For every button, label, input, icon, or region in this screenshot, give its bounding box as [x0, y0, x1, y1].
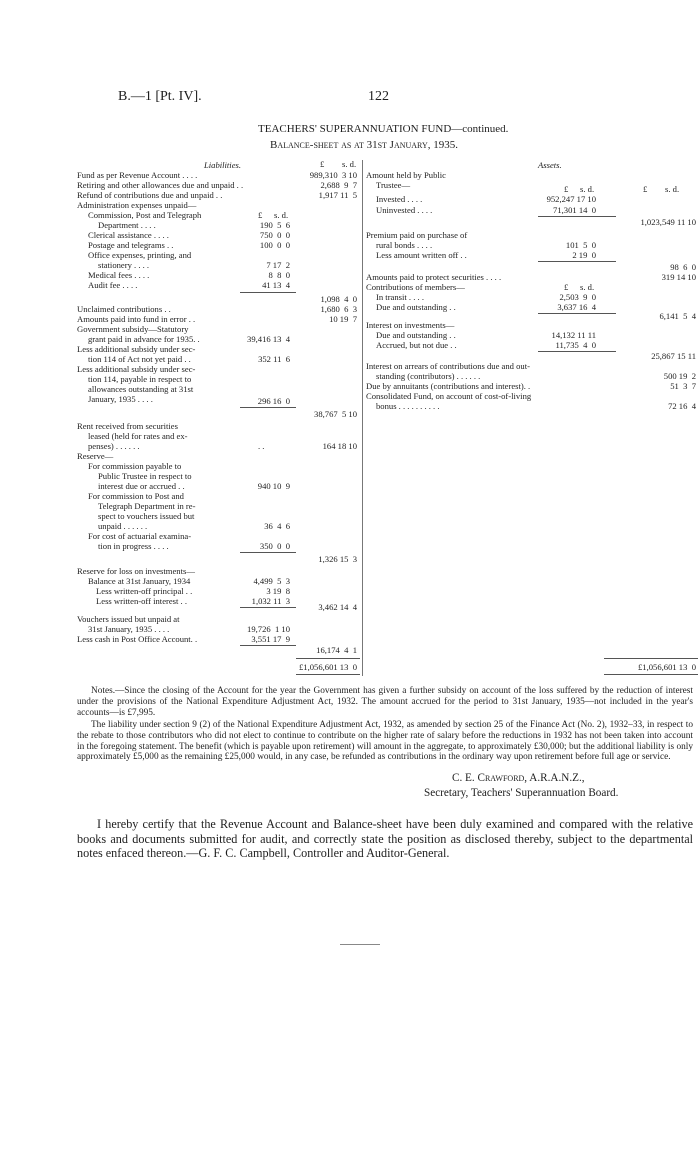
less-subsidy-1-label: Less additional subsidy under sec- — [77, 344, 196, 354]
loss-principal-label: Less written-off principal . . — [96, 586, 193, 596]
retiring-label: Retiring and other allowances due and unpaid . . — [77, 180, 244, 190]
less-subsidy-2-label-2: tion 114, payable in respect to — [88, 374, 192, 384]
page-number: 122 — [368, 89, 389, 104]
rent-dots: . . — [258, 441, 265, 451]
less-subsidy-2-label-4: January, 1935 . . . . — [88, 394, 153, 404]
medical-amount: 8 8 0 — [268, 270, 290, 280]
rule-loss — [240, 607, 296, 608]
arrears-label-2: standing (contributors) . . . . . . — [376, 371, 481, 381]
loss-balance-amount: 4,499 5 3 — [253, 576, 290, 586]
assets-currency-pounds: £ — [564, 184, 569, 194]
consolidated-label-2: bonus . . . . . . . . . . — [376, 401, 440, 411]
interest-total: 25,867 15 11 — [651, 351, 696, 361]
uninvested-amount: 71,301 14 0 — [553, 205, 596, 215]
consolidated-label: Consolidated Fund, on account of cost-of-living — [366, 391, 532, 401]
admin-total: 1,098 4 0 — [320, 294, 357, 304]
commission-label-2: Department . . . . — [98, 220, 156, 230]
written-off-amount: 2 19 0 — [572, 250, 596, 260]
annuitants-label: Due by annuitants (contributions and interest). . — [366, 381, 531, 391]
reserve-post-label-2: Telegraph Department in re- — [98, 501, 196, 511]
clerical-amount: 750 0 0 — [259, 230, 290, 240]
govt-label: Government subsidy—Statutory — [77, 324, 189, 334]
office-amount: 7 17 2 — [266, 260, 290, 270]
medical-label: Medical fees . . . . — [88, 270, 150, 280]
less-subsidy-2-label-3: allowances outstanding at 31st — [88, 384, 194, 394]
protect-label: Amounts paid to protect securities . . . . — [366, 272, 502, 282]
fund-label: Fund as per Revenue Account . . . . — [77, 170, 198, 180]
rent-label-2: leased (held for rates and ex- — [88, 431, 188, 441]
audit-label: Audit fee . . . . — [88, 280, 138, 290]
accrued-label: Accrued, but not due . . — [376, 340, 457, 350]
rent-amount: 164 18 10 — [322, 441, 357, 451]
secretary-title: Secretary, Teachers' Superannuation Board. — [424, 787, 619, 799]
cash-amount: 3,551 17 9 — [251, 634, 290, 644]
contrib-label: Contributions of members— — [366, 282, 465, 292]
held-total: 1,023,549 11 10 — [640, 217, 696, 227]
protect-amount: 319 14 10 — [661, 272, 696, 282]
interest-due-amount: 14,132 11 11 — [551, 330, 596, 340]
unclaimed-label: Unclaimed contributions . . — [77, 304, 171, 314]
contrib-due-label: Due and outstanding . . — [376, 302, 456, 312]
column-divider — [362, 160, 363, 676]
reserve-actuarial-label-2: tion in progress . . . . — [98, 541, 169, 551]
invested-label: Invested . . . . — [376, 194, 423, 204]
contrib-currency-pounds: £ — [564, 282, 569, 292]
currency-sd: s. d. — [342, 159, 357, 169]
uninvested-label: Uninvested . . . . — [376, 205, 433, 215]
arrears-amount: 500 19 2 — [663, 371, 696, 381]
loss-interest-label: Less written-off interest . . — [96, 596, 188, 606]
reserve-total: 1,326 15 3 — [318, 554, 357, 564]
rule-grand-assets-bottom — [604, 674, 698, 675]
fund-amount: 989,310 3 10 — [309, 170, 357, 180]
clerical-label: Clerical assistance . . . . — [88, 230, 169, 240]
rule-grand-liab-top — [296, 658, 360, 659]
admin-currency-pounds: £ — [258, 210, 263, 220]
admin-label: Administration expenses unpaid— — [77, 200, 197, 210]
transit-label: In transit . . . . — [376, 292, 424, 302]
interest-label: Interest on investments— — [366, 320, 455, 330]
less-subsidy-2-label: Less additional subsidy under sec- — [77, 364, 196, 374]
interest-due-label: Due and outstanding . . — [376, 330, 456, 340]
rule-grand-assets-top — [604, 658, 698, 659]
office-label-2: stationery . . . . — [98, 260, 150, 270]
balance-sheet-title: Balance-sheet as at 31st January, 1935. — [270, 139, 458, 151]
postage-amount: 100 0 0 — [259, 240, 290, 250]
rule-grand-liab-bottom — [296, 674, 360, 675]
refund-label: Refund of contributions due and unpaid . . — [77, 190, 223, 200]
currency-pounds: £ — [320, 159, 325, 169]
reserve-public-trustee-amount: 940 10 9 — [257, 481, 290, 491]
section-title: TEACHERS' SUPERANNUATION FUND—continued. — [258, 123, 509, 135]
held-label-2: Trustee— — [376, 180, 411, 190]
rule-contrib — [538, 313, 616, 314]
invested-amount: 952,247 17 10 — [546, 194, 596, 204]
accrued-amount: 11,735 4 0 — [555, 340, 596, 350]
retiring-amount: 2,688 9 7 — [320, 180, 357, 190]
commission-label: Commission, Post and Telegraph — [88, 210, 202, 220]
assets-grand-total: £1,056,601 13 0 — [637, 662, 696, 672]
rule-premium — [538, 261, 616, 262]
assets-currency-pounds-2: £ — [643, 184, 648, 194]
rent-label: Rent received from securities — [77, 421, 178, 431]
reserve-label: Reserve— — [77, 451, 114, 461]
reserve-public-trustee-label-3: interest due or accrued . . — [98, 481, 185, 491]
loss-reserve-label: Reserve for loss on investments— — [77, 566, 195, 576]
consolidated-amount: 72 16 4 — [668, 401, 696, 411]
secretary-signature: C. E. Crawford, A.R.A.N.Z., — [452, 772, 585, 784]
assets-heading: Assets. — [538, 160, 562, 170]
vouchers-amount: 19,726 1 10 — [247, 624, 290, 634]
held-label: Amount held by Public — [366, 170, 446, 180]
unclaimed-amount: 1,680 6 3 — [320, 304, 357, 314]
transit-amount: 2,503 9 0 — [559, 292, 596, 302]
reserve-post-label-4: unpaid . . . . . . — [98, 521, 148, 531]
vouchers-label: Vouchers issued but unpaid at — [77, 614, 180, 624]
assets-currency-sd: s. d. — [580, 184, 595, 194]
reserve-actuarial-label: For cost of actuarial examina- — [88, 531, 192, 541]
govt-total: 38,767 5 10 — [314, 409, 357, 419]
loss-interest-amount: 1,032 11 3 — [251, 596, 290, 606]
note-paragraph-1: Notes.—Since the closing of the Account for the year the Government has given a further subsidy on account of the loss suffered by the reduction of interest under the provisions of the National Expenditure Adjustment Act, 1932. The amount accrued for the period to 31st January, 1935—not included in the year's accounts—is £7,995. — [77, 686, 693, 718]
closing-rule — [340, 944, 380, 945]
reserve-actuarial-amount: 350 0 0 — [259, 541, 290, 551]
commission-amount: 190 5 6 — [259, 220, 290, 230]
vouchers-label-2: 31st January, 1935 . . . . — [88, 624, 170, 634]
admin-currency-sd: s. d. — [274, 210, 289, 220]
liabilities-heading: Liabilities. — [204, 160, 242, 170]
rent-label-3: penses) . . . . . . — [88, 441, 140, 451]
reserve-public-trustee-label-2: Public Trustee in respect to — [98, 471, 192, 481]
premium-total: 98 6 0 — [670, 262, 696, 272]
rule-admin — [240, 292, 296, 293]
office-label: Office expenses, printing, and — [88, 250, 192, 260]
reserve-post-label-3: spect to vouchers issued but — [98, 511, 195, 521]
annuitants-amount: 51 3 7 — [670, 381, 696, 391]
loss-total: 3,462 14 4 — [318, 602, 357, 612]
reserve-post-amount: 36 4 6 — [264, 521, 290, 531]
cash-label: Less cash in Post Office Account. . — [77, 634, 198, 644]
loss-principal-amount: 3 19 8 — [266, 586, 290, 596]
rule-govt — [240, 407, 296, 408]
error-label: Amounts paid into fund in error . . — [77, 314, 196, 324]
contrib-total: 6,141 5 4 — [659, 311, 696, 321]
assets-currency-sd-2: s. d. — [665, 184, 680, 194]
rule-vouchers — [240, 645, 296, 646]
premium-amount: 101 5 0 — [565, 240, 596, 250]
premium-label-2: rural bonds . . . . — [376, 240, 433, 250]
rule-reserve — [240, 552, 296, 553]
premium-label: Premium paid on purchase of — [366, 230, 468, 240]
reserve-public-trustee-label: For commission payable to — [88, 461, 182, 471]
written-off-label: Less amount written off . . — [376, 250, 467, 260]
loss-balance-label: Balance at 31st January, 1934 — [88, 576, 191, 586]
postage-label: Postage and telegrams . . — [88, 240, 174, 250]
less-subsidy-2-amount: 296 16 0 — [257, 396, 290, 406]
contrib-currency-sd: s. d. — [580, 282, 595, 292]
vouchers-total: 16,174 4 1 — [316, 645, 357, 655]
contrib-due-amount: 3,637 16 4 — [557, 302, 596, 312]
error-amount: 10 19 7 — [329, 314, 357, 324]
less-subsidy-1-label-2: tion 114 of Act not yet paid . . — [88, 354, 191, 364]
rule-interest — [538, 351, 616, 352]
audit-amount: 41 13 4 — [262, 280, 290, 290]
less-subsidy-1-amount: 352 11 6 — [258, 354, 290, 364]
rule-held — [538, 216, 616, 217]
liabilities-grand-total: £1,056,601 13 0 — [298, 662, 357, 672]
reserve-post-label: For commission to Post and — [88, 491, 184, 501]
auditor-certificate: I hereby certify that the Revenue Account and Balance-sheet have been duly examined and compared with the relative books and documents submitted for audit, and correctly state the position as disclosed thereby, subject to the departmental notes enfaced thereon.—G. F. C. Campbell, Controller and Auditor-General. — [77, 817, 693, 860]
govt-amount: 39,416 13 4 — [247, 334, 290, 344]
report-reference: B.—1 [Pt. IV]. — [118, 89, 202, 104]
arrears-label: Interest on arrears of contributions due and out- — [366, 361, 530, 371]
refund-amount: 1,917 11 5 — [318, 190, 357, 200]
govt-label-2: grant paid in advance for 1935. . — [88, 334, 200, 344]
note-paragraph-2: The liability under section 9 (2) of the National Expenditure Adjustment Act, 1932, as amended by section 25 of the Finance Act (No. 2), 1932–33, in respect to the rebate to those contributors who did not elect to continue to contribute on the higher rate of salary before the reductions in 1932 has not been taken into account in the foregoing statement. The benefit (which is payable upon retirement) will amount in the aggregate, to approximately £30,000; but the additional liability is only approximately £5,000 as the remaining £25,000 would, in any case, be refunded as contributions in the ordinary way upon retirement before full age or service. — [77, 720, 693, 763]
